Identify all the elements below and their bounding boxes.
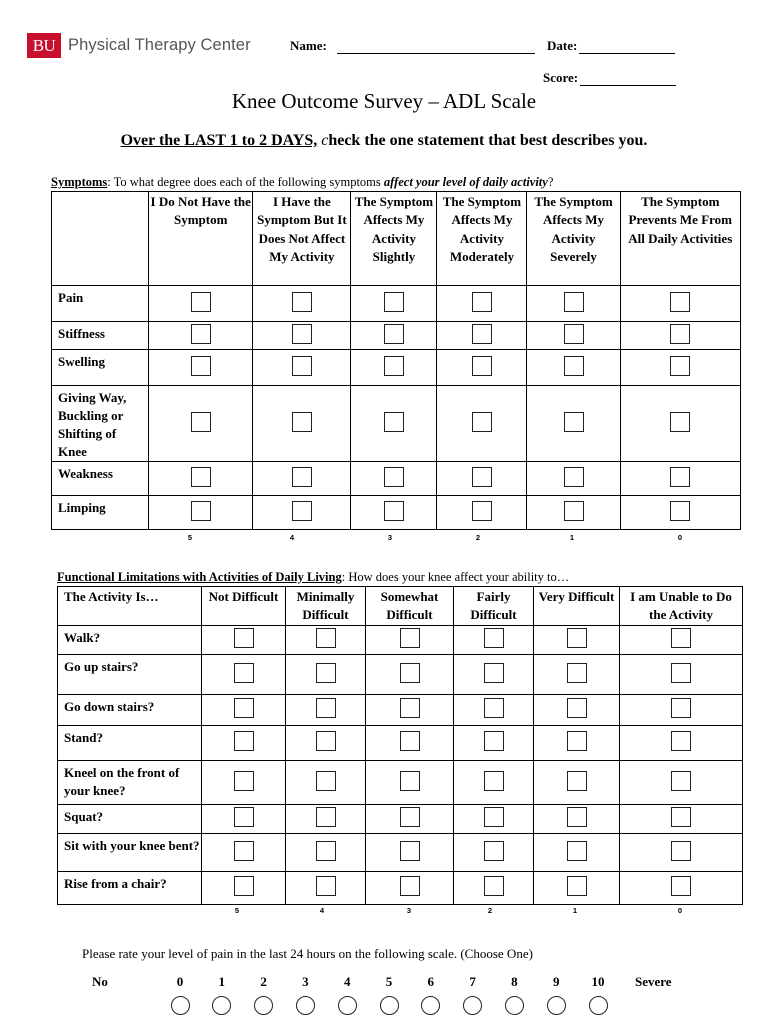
- logo-badge: BU: [27, 33, 61, 58]
- activity-label: Squat?: [58, 805, 202, 834]
- checkbox[interactable]: [472, 356, 492, 376]
- symptom-cell: [437, 386, 527, 462]
- pain-question: Please rate your level of pain in the last 24 hours on the following scale. (Choose One): [82, 946, 533, 961]
- functional-heading-title: Functional Limitations with Activities of Daily Living: [57, 570, 342, 584]
- checkbox[interactable]: [472, 467, 492, 487]
- functional-row: [58, 872, 743, 905]
- checkbox[interactable]: [191, 324, 211, 344]
- activity-label: Walk?: [58, 626, 202, 655]
- name-input-line[interactable]: [337, 41, 535, 54]
- symptom-cell: [527, 462, 620, 496]
- functional-table: [57, 586, 743, 905]
- checkbox[interactable]: [484, 663, 504, 683]
- symptom-cell: [620, 350, 740, 386]
- symptom-cell: [527, 496, 620, 530]
- activity-cell: [366, 626, 454, 655]
- symptoms-column-header: I Do Not Have the Symptom: [149, 192, 253, 286]
- pain-radio[interactable]: [171, 996, 190, 1015]
- symptom-cell: [253, 496, 351, 530]
- symptom-cell: [253, 286, 351, 322]
- activity-cell: [202, 761, 286, 805]
- checkbox[interactable]: [384, 324, 404, 344]
- checkbox[interactable]: [567, 628, 587, 648]
- checkbox[interactable]: [384, 292, 404, 312]
- activity-cell: [454, 655, 534, 695]
- activity-cell: [202, 655, 286, 695]
- activity-cell: [534, 726, 620, 761]
- symptom-cell: [351, 496, 437, 530]
- symptom-cell: [437, 286, 527, 322]
- checkbox[interactable]: [191, 467, 211, 487]
- activity-cell: [286, 872, 366, 905]
- symptom-label: Stiffness: [52, 322, 149, 350]
- activity-cell: [366, 726, 454, 761]
- functional-column-header: Somewhat Difficult: [366, 587, 454, 626]
- symptom-cell: [437, 462, 527, 496]
- symptom-cell: [437, 322, 527, 350]
- activity-cell: [366, 695, 454, 726]
- checkbox[interactable]: [670, 467, 690, 487]
- symptom-cell: [351, 286, 437, 322]
- symptom-cell: [149, 386, 253, 462]
- activity-cell: [202, 626, 286, 655]
- symptom-cell: [149, 462, 253, 496]
- checkbox[interactable]: [400, 771, 420, 791]
- symptoms-column-header: I Have the Symptom But It Does Not Affect My Activity: [253, 192, 351, 286]
- symptoms-row: [52, 462, 741, 496]
- functional-row: [58, 695, 743, 726]
- score-field: [543, 70, 676, 86]
- activity-cell: [286, 805, 366, 834]
- pain-number: 6: [427, 974, 435, 989]
- pain-radio[interactable]: [380, 996, 399, 1015]
- pain-radio[interactable]: [463, 996, 482, 1015]
- activity-cell: [202, 726, 286, 761]
- score-value: 5: [187, 533, 193, 542]
- symptom-cell: [253, 386, 351, 462]
- checkbox[interactable]: [670, 356, 690, 376]
- checkbox[interactable]: [384, 467, 404, 487]
- checkbox[interactable]: [484, 841, 504, 861]
- date-label: Date:: [547, 38, 578, 53]
- symptoms-column-header: The Symptom Affects My Activity Severely: [527, 192, 620, 286]
- symptom-cell: [620, 386, 740, 462]
- checkbox[interactable]: [234, 698, 254, 718]
- activity-cell: [534, 761, 620, 805]
- checkbox[interactable]: [292, 292, 312, 312]
- checkbox[interactable]: [670, 412, 690, 432]
- checkbox[interactable]: [234, 771, 254, 791]
- symptom-label: Pain: [52, 286, 149, 322]
- symptom-cell: [149, 496, 253, 530]
- checkbox[interactable]: [564, 467, 584, 487]
- checkbox[interactable]: [484, 698, 504, 718]
- pain-radio[interactable]: [421, 996, 440, 1015]
- symptom-cell: [527, 350, 620, 386]
- checkbox[interactable]: [191, 501, 211, 521]
- checkbox[interactable]: [564, 292, 584, 312]
- symptom-cell: [437, 496, 527, 530]
- checkbox[interactable]: [567, 876, 587, 896]
- checkbox[interactable]: [384, 412, 404, 432]
- activity-cell: [366, 655, 454, 695]
- checkbox[interactable]: [472, 501, 492, 521]
- pain-radio[interactable]: [589, 996, 608, 1015]
- activity-cell: [202, 695, 286, 726]
- symptom-cell: [620, 322, 740, 350]
- pain-number: 10: [591, 974, 605, 989]
- page-title: Knee Outcome Survey – ADL Scale: [231, 89, 537, 113]
- symptom-cell: [620, 496, 740, 530]
- symptom-cell: [437, 350, 527, 386]
- checkbox[interactable]: [191, 356, 211, 376]
- activity-cell: [454, 805, 534, 834]
- score-value: 5: [234, 906, 240, 915]
- functional-row: [58, 726, 743, 761]
- checkbox[interactable]: [671, 628, 691, 648]
- checkbox[interactable]: [484, 771, 504, 791]
- activity-cell: [454, 626, 534, 655]
- checkbox[interactable]: [400, 731, 420, 751]
- symptom-cell: [149, 322, 253, 350]
- checkbox[interactable]: [316, 663, 336, 683]
- checkbox[interactable]: [400, 876, 420, 896]
- checkbox[interactable]: [191, 412, 211, 432]
- date-input-line[interactable]: [579, 41, 675, 54]
- checkbox[interactable]: [671, 663, 691, 683]
- activity-cell: [620, 726, 743, 761]
- score-input-line[interactable]: [580, 73, 676, 86]
- activity-label: Go down stairs?: [58, 695, 202, 726]
- checkbox[interactable]: [292, 356, 312, 376]
- symptom-cell: [149, 286, 253, 322]
- activity-cell: [454, 761, 534, 805]
- activity-cell: [620, 761, 743, 805]
- checkbox[interactable]: [567, 731, 587, 751]
- checkbox[interactable]: [670, 292, 690, 312]
- checkbox[interactable]: [400, 807, 420, 827]
- symptom-cell: [527, 386, 620, 462]
- checkbox[interactable]: [671, 807, 691, 827]
- activity-label: Go up stairs?: [58, 655, 202, 695]
- symptom-cell: [351, 322, 437, 350]
- functional-row: [58, 834, 743, 872]
- pain-radio[interactable]: [212, 996, 231, 1015]
- checkbox[interactable]: [400, 628, 420, 648]
- checkbox[interactable]: [670, 501, 690, 521]
- checkbox[interactable]: [484, 628, 504, 648]
- activity-cell: [620, 834, 743, 872]
- date-field: [547, 38, 675, 54]
- instruction-rest: heck the one statement that best describes you.: [328, 132, 648, 149]
- symptom-label: Limping: [52, 496, 149, 530]
- checkbox[interactable]: [567, 698, 587, 718]
- checkbox[interactable]: [671, 731, 691, 751]
- checkbox[interactable]: [671, 771, 691, 791]
- checkbox[interactable]: [384, 356, 404, 376]
- score-value: 1: [572, 906, 578, 915]
- symptoms-question-emph: affect your level of daily activity: [383, 175, 548, 189]
- pain-radio[interactable]: [296, 996, 315, 1015]
- functional-row: [58, 655, 743, 695]
- checkbox[interactable]: [671, 841, 691, 861]
- name-field: [290, 38, 535, 54]
- pain-low-label: No: [92, 974, 108, 989]
- instruction-emphasis: Over the LAST 1 to 2 DAYS,: [120, 132, 318, 149]
- activity-cell: [202, 834, 286, 872]
- checkbox[interactable]: [292, 412, 312, 432]
- activity-cell: [202, 872, 286, 905]
- symptom-cell: [527, 322, 620, 350]
- pain-number: 9: [552, 974, 560, 989]
- checkbox[interactable]: [564, 324, 584, 344]
- functional-row: [58, 805, 743, 834]
- checkbox[interactable]: [234, 731, 254, 751]
- activity-cell: [286, 761, 366, 805]
- pain-radio[interactable]: [505, 996, 524, 1015]
- pain-radio[interactable]: [547, 996, 566, 1015]
- pain-number: 0: [176, 974, 184, 989]
- checkbox[interactable]: [384, 501, 404, 521]
- pain-number: 8: [511, 974, 518, 989]
- pain-radio[interactable]: [254, 996, 273, 1015]
- checkbox[interactable]: [400, 698, 420, 718]
- activity-cell: [534, 805, 620, 834]
- symptoms-table: [51, 191, 741, 530]
- functional-column-header: Not Difficult: [202, 587, 286, 626]
- symptom-cell: [351, 462, 437, 496]
- score-label: Score:: [543, 70, 579, 85]
- checkbox[interactable]: [472, 412, 492, 432]
- checkbox[interactable]: [191, 292, 211, 312]
- checkbox[interactable]: [400, 663, 420, 683]
- symptoms-row: [52, 322, 741, 350]
- score-value: 4: [289, 533, 295, 542]
- functional-row: [58, 761, 743, 805]
- checkbox[interactable]: [671, 876, 691, 896]
- checkbox[interactable]: [400, 841, 420, 861]
- checkbox[interactable]: [292, 501, 312, 521]
- checkbox[interactable]: [234, 807, 254, 827]
- activity-cell: [620, 872, 743, 905]
- activity-cell: [454, 695, 534, 726]
- checkbox[interactable]: [564, 501, 584, 521]
- activity-cell: [534, 626, 620, 655]
- activity-cell: [454, 872, 534, 905]
- checkbox[interactable]: [671, 698, 691, 718]
- activity-cell: [366, 872, 454, 905]
- checkbox[interactable]: [567, 771, 587, 791]
- activity-cell: [534, 834, 620, 872]
- pain-number: 1: [218, 974, 226, 989]
- checkbox[interactable]: [316, 771, 336, 791]
- instruction-c: c: [321, 132, 329, 149]
- symptom-cell: [351, 386, 437, 462]
- checkbox[interactable]: [484, 731, 504, 751]
- activity-cell: [286, 726, 366, 761]
- activity-label: Stand?: [58, 726, 202, 761]
- activity-cell: [620, 805, 743, 834]
- checkbox[interactable]: [670, 324, 690, 344]
- checkbox[interactable]: [234, 841, 254, 861]
- symptoms-row: [52, 286, 741, 322]
- checkbox[interactable]: [567, 663, 587, 683]
- checkbox[interactable]: [292, 324, 312, 344]
- logo: [27, 33, 251, 58]
- checkbox[interactable]: [316, 807, 336, 827]
- pain-high-label: Severe: [635, 974, 672, 989]
- symptoms-question-pre: : To what degree does each of the following symptoms: [107, 175, 384, 189]
- symptoms-row: [52, 350, 741, 386]
- score-value: 2: [487, 906, 493, 915]
- checkbox[interactable]: [316, 731, 336, 751]
- functional-header-row: [58, 587, 743, 626]
- activity-cell: [366, 761, 454, 805]
- symptoms-column-header: The Symptom Prevents Me From All Daily Activities: [620, 192, 740, 286]
- checkbox[interactable]: [567, 841, 587, 861]
- score-value: 0: [677, 906, 683, 915]
- checkbox[interactable]: [564, 356, 584, 376]
- pain-number: 2: [260, 974, 267, 989]
- functional-column-header: I am Unable to Do the Activity: [620, 587, 743, 626]
- symptoms-heading-title: Symptoms: [51, 175, 108, 189]
- functional-heading: [57, 570, 569, 585]
- symptoms-row: [52, 496, 741, 530]
- activity-cell: [620, 626, 743, 655]
- symptom-cell: [527, 286, 620, 322]
- symptoms-header-row: [52, 192, 741, 286]
- score-value: 4: [319, 906, 325, 915]
- pain-number: 7: [469, 974, 476, 989]
- pain-number: 3: [302, 974, 309, 989]
- symptoms-column-header: The Symptom Affects My Activity Moderately: [437, 192, 527, 286]
- activity-label: Kneel on the front of your knee?: [58, 761, 202, 805]
- symptoms-corner-cell: [52, 192, 149, 286]
- checkbox[interactable]: [234, 876, 254, 896]
- pain-radio[interactable]: [338, 996, 357, 1015]
- checkbox[interactable]: [316, 876, 336, 896]
- symptom-cell: [351, 350, 437, 386]
- symptom-cell: [253, 462, 351, 496]
- symptom-label: Giving Way, Buckling or Shifting of Knee: [52, 386, 149, 462]
- functional-column-header: Fairly Difficult: [454, 587, 534, 626]
- checkbox[interactable]: [472, 292, 492, 312]
- activity-cell: [620, 655, 743, 695]
- activity-cell: [202, 805, 286, 834]
- symptom-label: Swelling: [52, 350, 149, 386]
- activity-cell: [286, 626, 366, 655]
- symptoms-question-post: ?: [547, 175, 554, 189]
- symptom-cell: [149, 350, 253, 386]
- checkbox[interactable]: [484, 807, 504, 827]
- symptoms-heading: [51, 175, 553, 190]
- activity-cell: [366, 834, 454, 872]
- checkbox[interactable]: [234, 628, 254, 648]
- activity-cell: [534, 655, 620, 695]
- checkbox[interactable]: [316, 698, 336, 718]
- functional-corner-cell: The Activity Is…: [58, 587, 202, 626]
- functional-question: : How does your knee affect your ability to…: [341, 570, 570, 584]
- symptom-cell: [253, 322, 351, 350]
- activity-cell: [454, 834, 534, 872]
- activity-cell: [534, 872, 620, 905]
- activity-cell: [286, 695, 366, 726]
- checkbox[interactable]: [316, 628, 336, 648]
- symptoms-row: [52, 386, 741, 462]
- score-value: 1: [569, 533, 575, 542]
- activity-cell: [286, 834, 366, 872]
- checkbox[interactable]: [234, 663, 254, 683]
- activity-cell: [454, 726, 534, 761]
- checkbox[interactable]: [472, 324, 492, 344]
- activity-cell: [366, 805, 454, 834]
- symptom-cell: [620, 286, 740, 322]
- activity-cell: [620, 695, 743, 726]
- activity-label: Rise from a chair?: [58, 872, 202, 905]
- checkbox[interactable]: [567, 807, 587, 827]
- checkbox[interactable]: [292, 467, 312, 487]
- activity-label: Sit with your knee bent?: [58, 834, 202, 872]
- checkbox[interactable]: [564, 412, 584, 432]
- symptom-label: Weakness: [52, 462, 149, 496]
- functional-column-header: Very Difficult: [534, 587, 620, 626]
- logo-text: Physical Therapy Center: [68, 36, 251, 54]
- score-value: 3: [406, 906, 412, 915]
- checkbox[interactable]: [484, 876, 504, 896]
- activity-cell: [286, 655, 366, 695]
- pain-number: 5: [385, 974, 393, 989]
- symptom-cell: [253, 350, 351, 386]
- checkbox[interactable]: [316, 841, 336, 861]
- score-value: 0: [677, 533, 683, 542]
- activity-cell: [534, 695, 620, 726]
- functional-column-header: Minimally Difficult: [286, 587, 366, 626]
- score-value: 2: [475, 533, 481, 542]
- pain-number: 4: [343, 974, 351, 989]
- symptoms-column-header: The Symptom Affects My Activity Slightly: [351, 192, 437, 286]
- symptom-cell: [620, 462, 740, 496]
- instruction: [0, 132, 768, 150]
- name-label: Name:: [290, 38, 327, 53]
- score-value: 3: [387, 533, 393, 542]
- functional-row: [58, 626, 743, 655]
